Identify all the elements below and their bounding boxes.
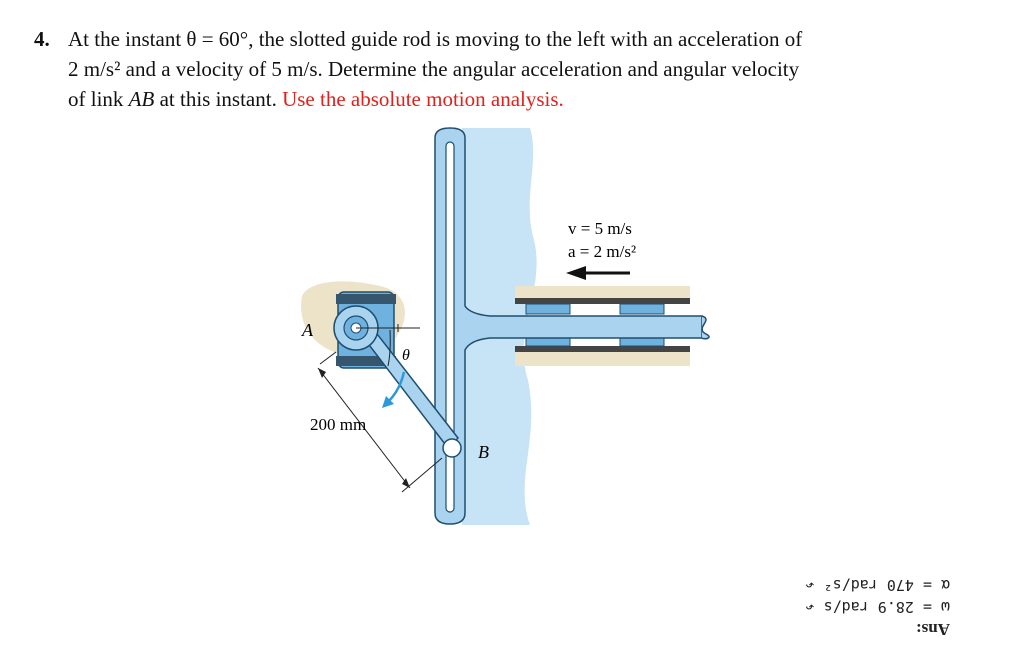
guide-rail-upper (515, 298, 690, 304)
mechanism-figure (290, 120, 730, 530)
motion-arrow-head-icon (566, 266, 586, 280)
answer-alpha: α = 470 rad/s² ↶ (805, 576, 950, 594)
problem-line-2: 2 m/s² and a velocity of 5 m/s. Determine the angular acceleration and angular velocity (68, 57, 800, 81)
guide-rail-lower (515, 346, 690, 352)
problem-number: 4. (34, 27, 50, 51)
label-A: A (302, 320, 313, 340)
answer-box (780, 568, 950, 640)
label-theta: θ (402, 347, 410, 364)
label-length: 200 mm (310, 415, 367, 434)
problem-line-1: At the instant θ = 60°, the slotted guide rod is moving to the left with an acceleration of (68, 27, 803, 51)
label-acceleration: a = 2 m/s² (568, 242, 637, 261)
label-velocity: v = 5 m/s (568, 219, 632, 238)
problem-line-3: of link AB at this instant. Use the absolute motion analysis. (68, 87, 564, 111)
answer-omega: ω = 28.9 rad/s ↶ (805, 598, 950, 616)
link-label: AB (128, 87, 155, 111)
method-note: Use the absolute motion analysis. (282, 87, 564, 111)
pin-B (443, 439, 461, 457)
problem-text (68, 24, 988, 114)
answer-heading: Ans: (915, 620, 950, 639)
label-B: B (478, 442, 489, 462)
